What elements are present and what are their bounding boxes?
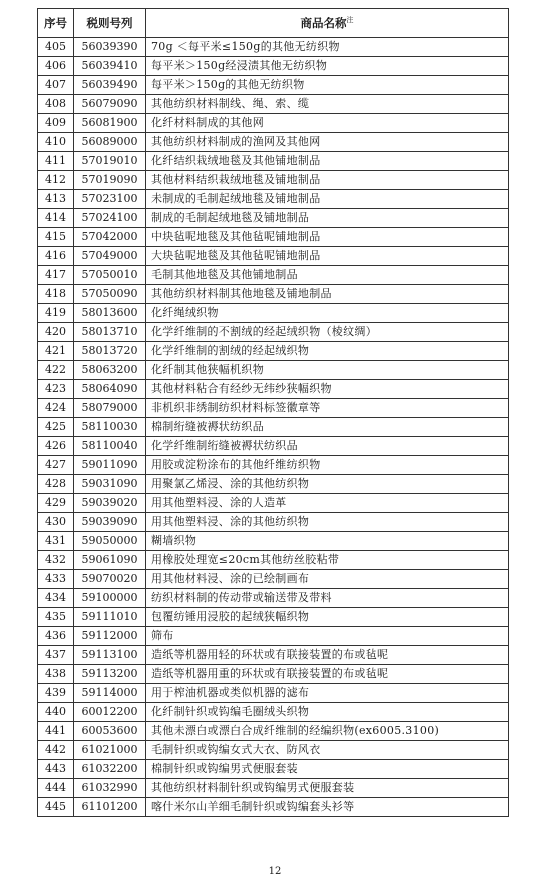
cell-name: 其他纺织材料制线、绳、索、缆: [146, 95, 509, 114]
cell-seq: 440: [38, 703, 74, 722]
table-row: [38, 323, 509, 342]
cell-seq: 418: [38, 285, 74, 304]
cell-seq: 412: [38, 171, 74, 190]
table-row: [38, 133, 509, 152]
cell-name: 制成的毛制起绒地毯及铺地制品: [146, 209, 509, 228]
cell-name: 用橡胶处理宽≤20cm其他纺丝胶粘带: [146, 551, 509, 570]
header-name-label: 商品名称: [300, 16, 347, 30]
cell-code: 59039090: [74, 513, 146, 532]
cell-seq: 410: [38, 133, 74, 152]
header-name-note: 注: [346, 16, 354, 25]
page-number: 12: [268, 866, 282, 877]
cell-name: 化纤结织栽绒地毯及其他铺地制品: [146, 152, 509, 171]
cell-seq: 407: [38, 76, 74, 95]
table-row: [38, 608, 509, 627]
cell-name: 化纤绳绒织物: [146, 304, 509, 323]
cell-code: 56079090: [74, 95, 146, 114]
table-row: [38, 646, 509, 665]
cell-code: 57050090: [74, 285, 146, 304]
cell-name: 造纸等机器用轻的环状或有联接装置的布或毡呢: [146, 646, 509, 665]
cell-code: 59113100: [74, 646, 146, 665]
cell-code: 56039490: [74, 76, 146, 95]
cell-seq: 438: [38, 665, 74, 684]
table-row: [38, 551, 509, 570]
table-row: [38, 209, 509, 228]
table-row: [38, 342, 509, 361]
table-row: [38, 57, 509, 76]
cell-code: 59113200: [74, 665, 146, 684]
cell-name: 化学纤维制的割绒的经起绒织物: [146, 342, 509, 361]
table-body: [38, 38, 509, 817]
cell-name: 用胶或淀粉涂布的其他纤维纺织物: [146, 456, 509, 475]
table-row: [38, 760, 509, 779]
cell-name: 用其他塑料浸、涂的其他纺织物: [146, 513, 509, 532]
table-row: [38, 266, 509, 285]
cell-code: 59039020: [74, 494, 146, 513]
table-row: [38, 114, 509, 133]
cell-name: 毛制针织或钩编女式大衣、防风衣: [146, 741, 509, 760]
cell-seq: 432: [38, 551, 74, 570]
cell-code: 59112000: [74, 627, 146, 646]
cell-name: 用其他塑料浸、涂的人造革: [146, 494, 509, 513]
cell-name: 70g ＜每平米≤150g的其他无纺织物: [146, 38, 509, 57]
cell-name: 中块毡呢地毯及其他毡呢铺地制品: [146, 228, 509, 247]
table-row: [38, 570, 509, 589]
table-row: [38, 722, 509, 741]
cell-code: 61101200: [74, 798, 146, 817]
cell-seq: 435: [38, 608, 74, 627]
cell-seq: 409: [38, 114, 74, 133]
cell-seq: 422: [38, 361, 74, 380]
table-row: [38, 665, 509, 684]
cell-seq: 436: [38, 627, 74, 646]
cell-name: 纺织材料制的传动带或输送带及带料: [146, 589, 509, 608]
table-row: [38, 684, 509, 703]
cell-code: 60012200: [74, 703, 146, 722]
cell-code: 59011090: [74, 456, 146, 475]
cell-name: 每平米＞150g经浸渍其他无纺织物: [146, 57, 509, 76]
cell-seq: 425: [38, 418, 74, 437]
table-row: [38, 798, 509, 817]
cell-code: 59050000: [74, 532, 146, 551]
cell-name: 其他纺织材料制其他地毯及铺地制品: [146, 285, 509, 304]
cell-name: 其他纺织材料制成的渔网及其他网: [146, 133, 509, 152]
header-name: [146, 9, 509, 38]
cell-name: 化纤材料制成的其他网: [146, 114, 509, 133]
cell-name: 化纤制其他狭幅机织物: [146, 361, 509, 380]
cell-code: 56039390: [74, 38, 146, 57]
cell-seq: 414: [38, 209, 74, 228]
cell-code: 57049000: [74, 247, 146, 266]
cell-seq: 420: [38, 323, 74, 342]
cell-code: 59114000: [74, 684, 146, 703]
table-row: [38, 703, 509, 722]
header-row: [38, 9, 509, 38]
table-row: [38, 361, 509, 380]
table-row: [38, 494, 509, 513]
cell-code: 58013720: [74, 342, 146, 361]
cell-code: 58064090: [74, 380, 146, 399]
cell-name: 每平米＞150g的其他无纺织物: [146, 76, 509, 95]
cell-name: 非机织非绣制纺织材料标签徽章等: [146, 399, 509, 418]
table-row: [38, 95, 509, 114]
cell-seq: 405: [38, 38, 74, 57]
tariff-item-table: [37, 8, 509, 817]
cell-name: 其他材料粘合有经纱无纬纱狭幅织物: [146, 380, 509, 399]
table-row: [38, 456, 509, 475]
cell-code: 56081900: [74, 114, 146, 133]
cell-name: 棉制绗缝被褥状纺织品: [146, 418, 509, 437]
cell-seq: 427: [38, 456, 74, 475]
cell-code: 59111010: [74, 608, 146, 627]
cell-name: 用其他材料浸、涂的已绘制画布: [146, 570, 509, 589]
cell-seq: 421: [38, 342, 74, 361]
cell-code: 57050010: [74, 266, 146, 285]
cell-code: 58063200: [74, 361, 146, 380]
cell-seq: 416: [38, 247, 74, 266]
cell-name: 筛布: [146, 627, 509, 646]
cell-code: 59061090: [74, 551, 146, 570]
cell-name: 造纸等机器用重的环状或有联接装置的布或毡呢: [146, 665, 509, 684]
cell-seq: 429: [38, 494, 74, 513]
cell-seq: 415: [38, 228, 74, 247]
cell-name: 毛制其他地毯及其他铺地制品: [146, 266, 509, 285]
cell-name: 未制成的毛制起绒地毯及铺地制品: [146, 190, 509, 209]
cell-code: 59070020: [74, 570, 146, 589]
cell-code: 60053600: [74, 722, 146, 741]
table-row: [38, 627, 509, 646]
table-row: [38, 513, 509, 532]
table-row: [38, 380, 509, 399]
table-row: [38, 475, 509, 494]
table-row: [38, 589, 509, 608]
cell-seq: 430: [38, 513, 74, 532]
cell-seq: 443: [38, 760, 74, 779]
cell-name: 其他材料结织栽绒地毯及铺地制品: [146, 171, 509, 190]
cell-code: 58079000: [74, 399, 146, 418]
cell-name: 大块毡呢地毯及其他毡呢铺地制品: [146, 247, 509, 266]
cell-seq: 444: [38, 779, 74, 798]
table-row: [38, 779, 509, 798]
header-code: 税则号列: [74, 9, 146, 38]
cell-code: 58110040: [74, 437, 146, 456]
table-row: [38, 418, 509, 437]
cell-code: 57023100: [74, 190, 146, 209]
cell-seq: 431: [38, 532, 74, 551]
table-row: [38, 741, 509, 760]
table-row: [38, 76, 509, 95]
table-row: [38, 247, 509, 266]
table-row: [38, 171, 509, 190]
cell-code: 58013600: [74, 304, 146, 323]
table-row: [38, 437, 509, 456]
cell-name: 化纤制针织或钩编毛圈绒头织物: [146, 703, 509, 722]
cell-code: 57042000: [74, 228, 146, 247]
cell-code: 61021000: [74, 741, 146, 760]
cell-name: 用于榨油机器或类似机器的滤布: [146, 684, 509, 703]
cell-code: 56089000: [74, 133, 146, 152]
cell-seq: 437: [38, 646, 74, 665]
cell-name: 化学纤维制的不割绒的经起绒织物（棱纹绸）: [146, 323, 509, 342]
cell-seq: 441: [38, 722, 74, 741]
cell-seq: 408: [38, 95, 74, 114]
cell-seq: 433: [38, 570, 74, 589]
cell-seq: 428: [38, 475, 74, 494]
cell-name: 包覆纺锤用浸胶的起绒狭幅织物: [146, 608, 509, 627]
cell-seq: 423: [38, 380, 74, 399]
cell-name: 其他纺织材料制针织或钩编男式便服套装: [146, 779, 509, 798]
table-row: [38, 38, 509, 57]
cell-code: 57019010: [74, 152, 146, 171]
table-header: [38, 9, 509, 38]
table-row: [38, 228, 509, 247]
cell-seq: 424: [38, 399, 74, 418]
cell-seq: 413: [38, 190, 74, 209]
table-row: [38, 190, 509, 209]
cell-seq: 442: [38, 741, 74, 760]
cell-name: 糊墙织物: [146, 532, 509, 551]
table-row: [38, 304, 509, 323]
cell-name: 其他未漂白或漂白合成纤维制的经编织物(ex6005.3100): [146, 722, 509, 741]
table-row: [38, 285, 509, 304]
cell-name: 化学纤维制绗缝被褥状纺织品: [146, 437, 509, 456]
cell-code: 58013710: [74, 323, 146, 342]
cell-code: 61032990: [74, 779, 146, 798]
cell-name: 棉制针织或钩编男式便服套装: [146, 760, 509, 779]
cell-code: 59100000: [74, 589, 146, 608]
cell-name: 用聚氯乙烯浸、涂的其他纺织物: [146, 475, 509, 494]
cell-seq: 445: [38, 798, 74, 817]
cell-seq: 411: [38, 152, 74, 171]
cell-name: 喀什米尔山羊细毛制针织或钩编套头衫等: [146, 798, 509, 817]
cell-code: 57024100: [74, 209, 146, 228]
cell-seq: 406: [38, 57, 74, 76]
table-row: [38, 399, 509, 418]
table-row: [38, 152, 509, 171]
cell-code: 57019090: [74, 171, 146, 190]
cell-seq: 419: [38, 304, 74, 323]
cell-code: 58110030: [74, 418, 146, 437]
cell-code: 61032200: [74, 760, 146, 779]
header-seq: 序号: [38, 9, 74, 38]
cell-code: 59031090: [74, 475, 146, 494]
table-row: [38, 532, 509, 551]
cell-code: 56039410: [74, 57, 146, 76]
cell-seq: 426: [38, 437, 74, 456]
cell-seq: 439: [38, 684, 74, 703]
cell-seq: 434: [38, 589, 74, 608]
cell-seq: 417: [38, 266, 74, 285]
